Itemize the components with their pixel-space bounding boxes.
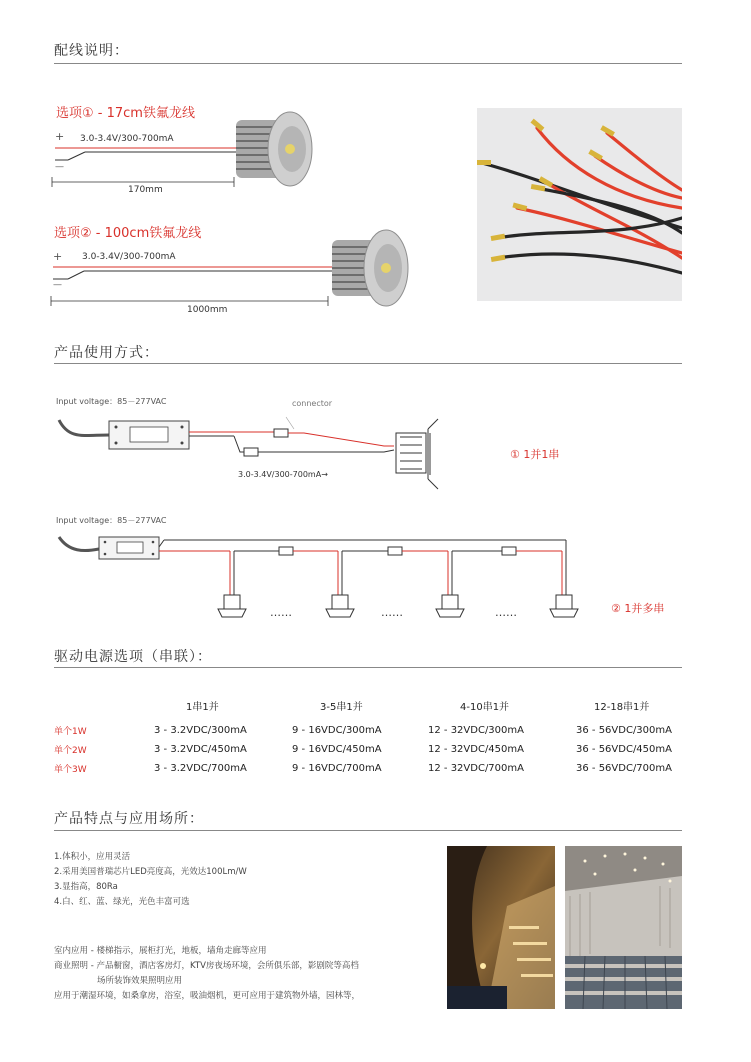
led-fixture-icon <box>236 112 312 186</box>
list-item: 应用于潮湿环境，如桑拿房，浴室，吸油烟机，更可应用于建筑物外墙，园林等， <box>54 991 361 1001</box>
table-row <box>54 740 690 759</box>
led-downlight-icon <box>396 419 438 489</box>
led-downlight-icon <box>436 595 464 617</box>
section-title-features: 产品特点与应用场所： <box>54 811 204 827</box>
option-1-length: 170mm <box>128 185 163 195</box>
mode-1-label: ① 1并1串 <box>510 448 560 461</box>
list-item: 室内应用 - 楼梯指示，展柜打光，地板，墙角走廊等应用 <box>54 946 267 956</box>
table-row <box>54 721 690 740</box>
table-cell: 9 - 16VDC/700mA <box>292 763 382 774</box>
table-cell: 36 - 56VDC/300mA <box>576 725 672 736</box>
table-cell: 3 - 3.2VDC/450mA <box>154 744 247 755</box>
led-downlight-icon <box>218 595 246 617</box>
section-divider <box>54 363 682 364</box>
driver-box-icon <box>99 537 159 559</box>
table-header: 1串1并 <box>186 702 219 713</box>
table-cell: 3 - 3.2VDC/300mA <box>154 725 247 736</box>
input-voltage-label: Input voltage：85－277VAC <box>56 397 167 406</box>
row-label: 单个1W <box>54 727 87 737</box>
theatre-photo <box>565 846 682 1009</box>
section-title-driver: 驱动电源选项（串联）： <box>54 649 212 665</box>
list-item: 3.显指高，80Ra <box>54 882 118 892</box>
table-cell: 12 - 32VDC/700mA <box>428 763 524 774</box>
section-divider <box>54 63 682 64</box>
section-title-usage: 产品使用方式： <box>54 345 159 361</box>
list-item: 4.白、红、蓝、绿光，光色丰富可选 <box>54 897 190 907</box>
usage-diagram-single <box>54 405 454 490</box>
table-header: 12-18串1并 <box>594 702 650 713</box>
section-title-wiring: 配线说明： <box>54 43 129 59</box>
list-item: 1.体积小，应用灵活 <box>54 852 131 862</box>
led-fixture-icon <box>332 230 408 306</box>
table-cell: 9 - 16VDC/450mA <box>292 744 382 755</box>
connector-label: connector <box>292 399 333 408</box>
table-row <box>54 759 690 778</box>
table-cell: 12 - 32VDC/450mA <box>428 744 524 755</box>
row-label: 单个3W <box>54 765 87 775</box>
list-item: 商业照明 - 产品橱窗，酒店客房灯，KTV房夜场环境，会所俱乐部，影剧院等高档 <box>54 961 359 971</box>
table-header: 3-5串1并 <box>320 702 363 713</box>
table-cell: 36 - 56VDC/450mA <box>576 744 672 755</box>
list-item: 2.采用美国普瑞芯片LED亮度高，光效达100Lm/W <box>54 867 247 877</box>
option-2-title: 选项② - 100cm铁氟龙线 <box>54 226 202 241</box>
ellipsis: …… <box>270 606 292 619</box>
option-1-title: 选项① - 17cm铁氟龙线 <box>56 106 195 121</box>
mode-2-label: ② 1并多串 <box>611 602 665 615</box>
application-list <box>54 944 360 1004</box>
table-header <box>54 696 132 715</box>
table-cell: 12 - 32VDC/300mA <box>428 725 524 736</box>
section-divider <box>54 667 682 668</box>
driver-options-table <box>54 696 690 778</box>
table-cell: 9 - 16VDC/300mA <box>292 725 382 736</box>
section-divider <box>54 830 682 831</box>
option-2-spec: 3.0-3.4V/300-700mA <box>82 252 176 262</box>
plus-sign: + <box>55 130 65 143</box>
option-1-wiring-diagram <box>50 105 330 200</box>
output-spec-label: 3.0-3.4V/300-700mA→ <box>238 470 328 479</box>
led-downlight-icon <box>326 595 354 617</box>
minus-sign: — <box>53 280 62 290</box>
option-2-wiring-diagram <box>48 222 418 322</box>
driver-box-icon <box>109 421 189 449</box>
option-1-spec: 3.0-3.4V/300-700mA <box>80 134 174 144</box>
input-voltage-label: Input voltage：85－277VAC <box>56 516 167 525</box>
option-2-length: 1000mm <box>187 305 228 315</box>
table-header: 4-10串1并 <box>460 702 510 713</box>
led-downlight-icon <box>550 595 578 617</box>
row-label: 单个2W <box>54 746 87 756</box>
ellipsis: …… <box>495 606 517 619</box>
wires-photo <box>477 108 682 301</box>
table-cell: 3 - 3.2VDC/700mA <box>154 763 247 774</box>
staircase-photo <box>447 846 555 1009</box>
plus-sign: + <box>53 250 63 263</box>
feature-list <box>54 850 247 910</box>
list-item: 场所装饰效果照明应用 <box>97 976 183 986</box>
table-cell: 36 - 56VDC/700mA <box>576 763 672 774</box>
ellipsis: …… <box>381 606 403 619</box>
minus-sign: — <box>55 162 64 172</box>
table-header-row <box>54 696 690 715</box>
